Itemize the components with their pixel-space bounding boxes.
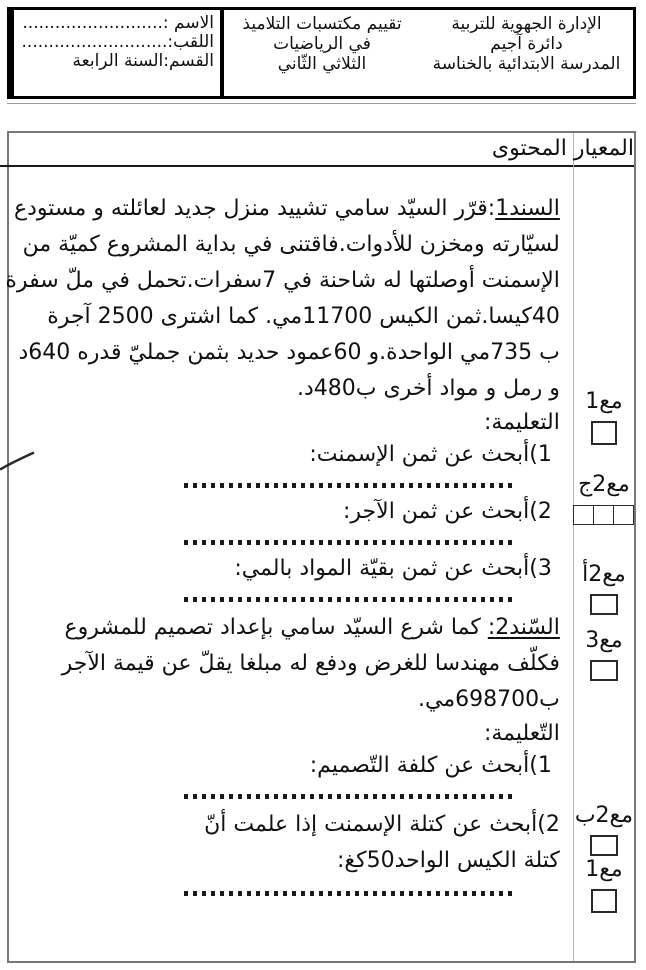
student-surname-field: اللقب:........................... [22, 32, 215, 52]
support2-line1: كما شرع السيّد سامي بإعداد تصميم للمشروع [65, 615, 489, 640]
student-class-field: القسم:السنة الرابعة [73, 51, 215, 71]
support1-paragraph-line: لسيّارته ومخزن للأدوات.فاقتنى في بداية المشروع كميّة من [23, 232, 561, 257]
exam-header-table [8, 7, 637, 99]
instruction1-heading: التعليمة: [484, 410, 561, 435]
criterion-label: مع3 [586, 628, 624, 653]
criterion-label: مع1 [586, 389, 624, 414]
support1-title: السند1 [496, 196, 561, 221]
score-checkbox [614, 505, 635, 525]
score-checkbox [592, 889, 618, 913]
criterion-item [575, 628, 635, 681]
instruction2-heading: التّعليمة: [484, 721, 561, 746]
criteria-column [574, 133, 635, 961]
exam-title-line3: الثلاثي الثّاني [278, 54, 368, 74]
criterion-item [575, 857, 635, 913]
support1-paragraph-line: ب 735مي الواحدة.و 60عمود حديد بثمن جمليّ قدره 640د [19, 340, 561, 365]
header-scan-line [8, 103, 637, 104]
content-column-header: المحتوى [0, 133, 574, 167]
support1-paragraph-line: و رمل و مواد أخرى ب480د. [297, 376, 561, 401]
answer-dotted-line [183, 891, 513, 896]
support1-line1: :قرّر السيّد سامي تشييد منزل جديد لعائلته و مستودع [14, 196, 497, 221]
support2-title: السّند2: [488, 615, 561, 640]
score-checkbox [591, 835, 619, 856]
answer-dotted-line [183, 794, 513, 799]
district: دائرة آجيم [491, 34, 564, 54]
exam-title-line2: في الرياضيات [274, 34, 372, 54]
criterion-item [575, 803, 635, 856]
score-checkbox [574, 505, 595, 525]
question-1: 1)أبحث عن ثمن الإسمنت: [310, 442, 553, 467]
support1-paragraph-line [6, 191, 560, 227]
support2-paragraph-line [6, 610, 560, 646]
regional-administration: الإدارة الجهوية للتربية [452, 14, 603, 34]
student-name-field: الاسم :.......................... [23, 13, 215, 33]
answer-dotted-line [183, 540, 513, 545]
exam-title-line1: تقييم مكتسبات التلاميذ [243, 14, 403, 34]
score-checkbox [592, 421, 618, 445]
question-2: 2)أبحث عن ثمن الآجر: [344, 499, 553, 524]
criterion-label: مع2ج [579, 472, 631, 497]
score-checkbox [591, 594, 619, 615]
answer-dotted-line [183, 597, 513, 602]
student-info-cell [11, 10, 221, 96]
support2-paragraph-line: فكلّف مهندسا للغرض ودفع له مبلغا يقلّ عن قيمة الآجر [62, 651, 561, 676]
support2-paragraph-line: ب698700مي. [419, 687, 561, 712]
exam-body-table [8, 131, 637, 963]
pen-scan-mark [0, 443, 42, 475]
answer-dotted-line [183, 483, 513, 488]
criterion-item [575, 389, 635, 445]
criterion-label: مع1 [586, 857, 624, 882]
administration-cell [421, 10, 634, 96]
support1-paragraph-line: 40كيسا.ثمن الكيس 11700مي. كما اشترى 2500 آجرة [48, 304, 561, 329]
score-checkbox [591, 660, 619, 681]
criteria-column-body [575, 167, 635, 961]
exam-title-cell [221, 10, 421, 96]
question-4: 1)أبحث عن كلفة التّصميم: [310, 753, 553, 778]
criterion-label: مع2ب [575, 803, 635, 828]
criteria-column-header: المعيار [575, 133, 635, 167]
criterion-item [575, 562, 635, 615]
question-5-line1: 2)أبحث عن كتلة الإسمنت إذا علمت أنّ [205, 812, 561, 837]
score-checkbox [594, 505, 615, 525]
score-checkbox-strip [575, 505, 635, 525]
content-column [0, 133, 574, 961]
question-3: 3)أبحث عن ثمن بقيّة المواد بالمي: [235, 556, 553, 581]
question-5-line2: كتلة الكيس الواحد50كغ: [337, 848, 561, 873]
content-column-body [0, 167, 574, 961]
criterion-item [575, 472, 635, 525]
criterion-label: مع2أ [583, 562, 627, 587]
school-name: المدرسة الابتدائية بالخناسة [433, 54, 622, 74]
support1-paragraph-line: الإسمنت أوصلتها له شاحنة في 7سفرات.تحمل في ملّ سفرة [6, 268, 561, 293]
